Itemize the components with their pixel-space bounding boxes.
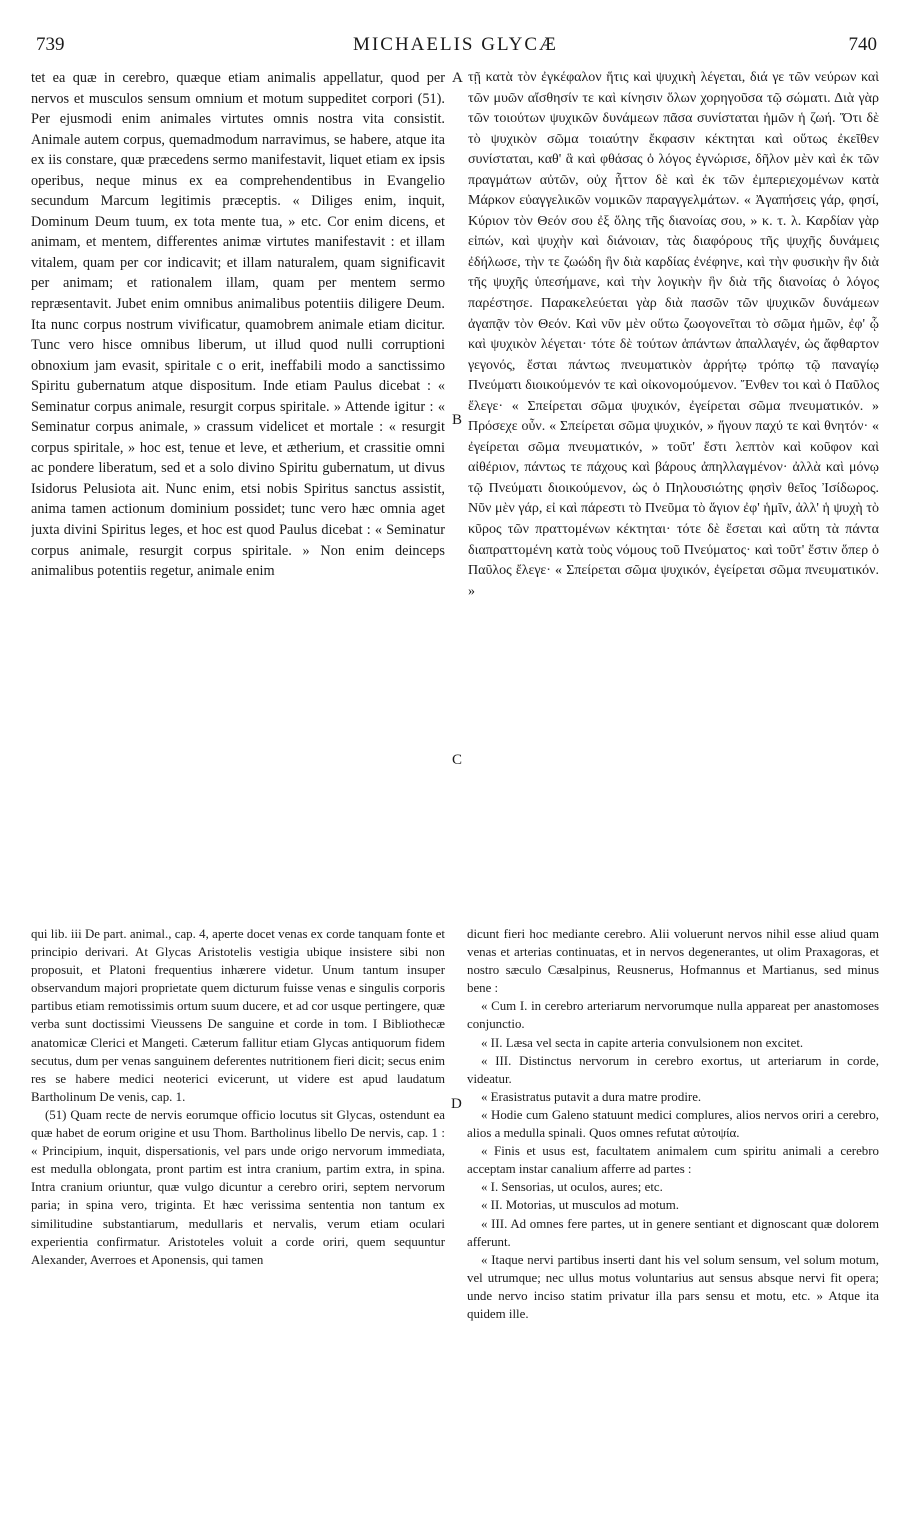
footnotes-left-column: [31, 925, 445, 1525]
page-number-left: 739: [36, 34, 65, 55]
footnote-paragraph: « I. Sensorias, ut oculos, aures; etc.: [481, 1180, 663, 1195]
margin-letter-d: D: [451, 1096, 462, 1112]
footnote-paragraph: (51) Quam recte de nervis eorumque officio locutus sit Glycas, ostendunt ea quæ habet de eorum origine et usu Thom. Bartholinus libello De nervis, cap. 1 : « Principium, inquit, dispersationis, vel pars unde origo nervorum immediata, est medulla oblongata, pront partim est intra cranium, partim extra, in spina. Intra cranium oriuntur, quæ vulgo dicuntur a cerebro oriri, septem nervorum paria; in spina vero, triginta. Et hæc verissima sententia non tantum ex similitudine substantiarum, medullaris et nervalis, verum etiam oculari experientia confirmatur. Aristoteles voluit a corde oriri, quem sequuntur Alexander, Averroes et Aponensis, qui tamen: [31, 1107, 445, 1267]
margin-letter-b: B: [452, 412, 463, 428]
footnote-paragraph: dicunt fieri hoc mediante cerebro. Alii voluerunt nervos nihil esse aliud quam venas et arterias continuatas, et in nervos degenerantes, ut olim Praxagoras, et nostro sæculo Cæsalpinus, Reusnerus, Hofmannus et Martianus, sed minus bene :: [467, 927, 879, 996]
footnote-paragraph: « II. Motorias, ut musculos ad motum.: [481, 1198, 679, 1213]
running-title: MICHAELIS GLYCÆ: [353, 34, 558, 55]
footnote-paragraph: « Hodie cum Galeno statuunt medici complures, alios nervos oriri a cerebro, alios a medulla spinali. Quos omnes refutat αὐτοψία.: [467, 1107, 879, 1141]
footnote-paragraph: « Finis et usus est, facultatem animalem cum spiritu animali a cerebro acceptam instar canalium afferre ad partes :: [467, 1144, 879, 1177]
footnote-paragraph: « III. Ad omnes fere partes, ut in genere sentiant et dignoscant quæ dolorem afferunt.: [467, 1216, 879, 1249]
footnote-paragraph: « Itaque nervi partibus inserti dant his vel solum sensum, vel solum motum, vel utrumque; nec ullus motus voluntarius aut sensus absque nervi fit opera; unde nervo inciso statim privatur illa pars sensu et motu, etc. » Atque ita quidem ille.: [467, 1252, 879, 1321]
footnote-paragraph: « Erasistratus putavit a dura matre prodire.: [481, 1089, 702, 1104]
footnote-paragraph: « II. Læsa vel secta in capite arteria convulsionem non excitet.: [481, 1035, 804, 1050]
margin-letter-a: A: [452, 70, 463, 86]
latin-text-column: [31, 68, 445, 886]
greek-paragraph: τῇ κατὰ τὸν ἐγκέφαλον ἥτις καὶ ψυχικὴ λέγεται, διά γε τῶν νεύρων καὶ τῶν μυῶν αἴσθησίν τε καὶ κίνησιν ὅλων χορηγοῦσα τῷ σώματι. Διὰ γὰρ τῶν τοιούτων ψυχικῶν δυνάμεων πᾶσα συνίσταται ἡμῶν ἡ ζωή. Ὅτι δὲ τὸ ψυχικὸν σῶμα τοιαύτην ἔκφασιν κέκτηται καὶ οὕτως ἐκεῖθεν συνίσταται, καθ' ἃ καὶ φθάσας ὁ λόγος ἐγνώρισε, δῆλον μὲν καὶ ἐκ τῶν πραγμάτων αὐτῶν, οὐχ ἧττον δὲ καὶ ἐκ τῶν ἐμπεριεχομένων κατὰ Μάρκον εὐαγγελικῶν νομικῶν παραγγελμάτων. « Ἀγαπήσεις γάρ, φησί, Κύριον τὸν Θεόν σου ἐξ ὅλης τῆς διανοίας σου, » κ. τ. λ. Καρδίαν γὰρ εἰπών, καὶ ψυχὴν καὶ διάνοιαν, τὰς διαφόρους τῆς ψυχῆς δυνάμεις ἐδήλωσε, τὴν τε ζωώδη ἣν διὰ καρδίας ἐνέφηνε, καὶ τὴν φυσικὴν ἣν διὰ τῆς ψυχῆς ὑπεσήμανε, καὶ τὴν λογικὴν ἣν διὰ τῆς διανοίας ὁ λόγος παρέστησε. Παρακελεύεται γὰρ διὰ πασῶν τῶν ψυχικῶν δυνάμεων ἀγαπᾷν τὸν Θεόν. Καὶ νῦν μὲν οὕτω ζωογονεῖται τὸ σῶμα ἡμῶν, ἐφ' ᾧ καὶ ψυχικὸν λέγεται· τότε δὲ τούτων ἁπάντων ἀπαλλαγέν, ὡς ἄφθαρτον γεγονός, ἔσται πάντως πνευματικὸν ἀρρήτῳ τρόπῳ τῷ παναγίῳ Πνεύματι διοικούμενόν τε καὶ οἰκονομούμενον. Ἔνθεν τοι καὶ ὁ Παῦλος ἔλεγε· « Σπείρεται σῶμα ψυχικόν, ἐγείρεται σῶμα πνευματικόν. » Πρόσεχε οὖν. « Σπείρεται σῶμα ψυχικόν, » ἤγουν παχύ τε καὶ θνητόν· « ἐγείρεται σῶμα πνευματικόν, » τοῦτ' ἔστι λεπτὸν καὶ κοῦφον καὶ αἰθέριον, πάντως τε πάχους καὶ βάρους ἀπηλλαγμένον· ἀλλὰ καὶ μόνῳ τῷ Πνεύματι διοικούμενον, ὡς ὁ Πηλουσιώτης φησὶν θεῖος Ἰσίδωρος. Νῦν μὲν γάρ, εἰ καὶ πάρεστι τὸ Πνεῦμα τὸ ἅγιον ἐφ' ἡμῖν, ἀλλ' ἡ ψυχὴ τὸ κῦρος τῶν πραττομένων κέκτηται· τότε δὲ ἔσεται καὶ αὕτη τὰ πάντα διαπραττομένη κατὰ τοὺς νόμους τοῦ Πνεύματος· καὶ τοῦτ' ἔστιν ὅπερ ὁ Παῦλος ἔλεγε· « Σπείρεται σῶμα ψυχικόν, ἐγείρεται σῶμα πνευματικόν. »: [468, 70, 879, 599]
footnote-paragraph: « III. Distinctus nervorum in cerebro exortus, ut arteriarum in corde, videatur.: [467, 1053, 879, 1086]
greek-text-column: [468, 68, 879, 886]
footnote-paragraph: « Cum I. in cerebro arteriarum nervorumque nulla appareat per anastomoses conjunctio.: [467, 999, 879, 1032]
footnotes-right-column: [467, 925, 879, 1525]
footnote-paragraph: qui lib. iii De part. animal., cap. 4, aperte docet venas ex corde tanquam fonte et principio derivari. At Glycas Aristotelis vestigia ubique insistere sibi non proposuit, et Platoni frequentius inhærere videtur. Unum tantum insuper observandum majori proprietate quem dicturum fuisse venas e singulis corporis partibus etiam remotissimis ortum suum ducere, et ad cor usque pertingere, quæ verba sunt doctissimi Vieussens De sanguine et corde in tom. I Bibliothecæ anatomicæ Clerici et Mangeti. Cæterum fallitur etiam Glycas antiquorum fidem secutus, dum per venas sanguinem deferentes nutritionem fieri dicit; secus enim res se habere medici neoterici evicerunt, ut videre est apud laudatum Bartholinum De venis, cap. 1.: [31, 927, 445, 1104]
margin-letter-c: C: [452, 752, 463, 768]
page-number-right: 740: [848, 34, 877, 55]
latin-paragraph: tet ea quæ in cerebro, quæque etiam animalis appellatur, quod per nervos et musculos sensum omnium et motum suppeditet corpori (51). Per ejusmodi enim animales virtutes omnis nostra vita consistit. Animale autem corpus, quemadmodum narravimus, se habere, atque ita ex iis constare, quæ præcedens sermo manifestavit, liquet etiam ex ipsis operibus, neque minus ex ea comprehendentibus in Evangelio secundum Marcum legitimis præceptis. « Diliges enim, inquit, Dominum Deum tuum, ex tota mente tua, » etc. Cor enim dicens, et animam, et mentem, differentes animæ virtutes manifestavit : et illam vitalem, quam per cor indicavit; et illam naturalem, quam significavit per animam; et rationalem illam, quam per mentem sermo repræsentavit. Jubet enim omnibus animalibus potentiis diligere Deum. Ita nunc corpus nostrum vivificatur, quamobrem animale etiam dicitur. Tunc vero hisce omnibus liberum, ut illud quod nulli corruptioni obnoxium jam evasit, spiritale c o erit, ineffabili modo a sanctissimo Spiritu gubernatum atque dispositum. Inde etiam Paulus dicebat : « Seminatur corpus animale, resurgit corpus spiritale. » Attende igitur : « Seminatur corpus animale, » crassum videlicet et mortale : « resurgit corpus spiritale, » hoc est, tenue et leve, et ætherium, et crassitie omni ac pondere liberatum, sed et a solo divino Spiritu gubernatum, ut divus Isidorus Pelusiota ait. Nunc enim, etsi nobis Spiritus sanctus assistit, anima tamen actionum dominium possidet; tunc vero hæc omnia aget juxta divini Spiritus leges, et hoc est quod Paulus dicebat : « Seminatur corpus animale, resurgit corpus spiritale. » Non enim deinceps animalibus potentiis regetur, animale enim: [31, 70, 445, 580]
